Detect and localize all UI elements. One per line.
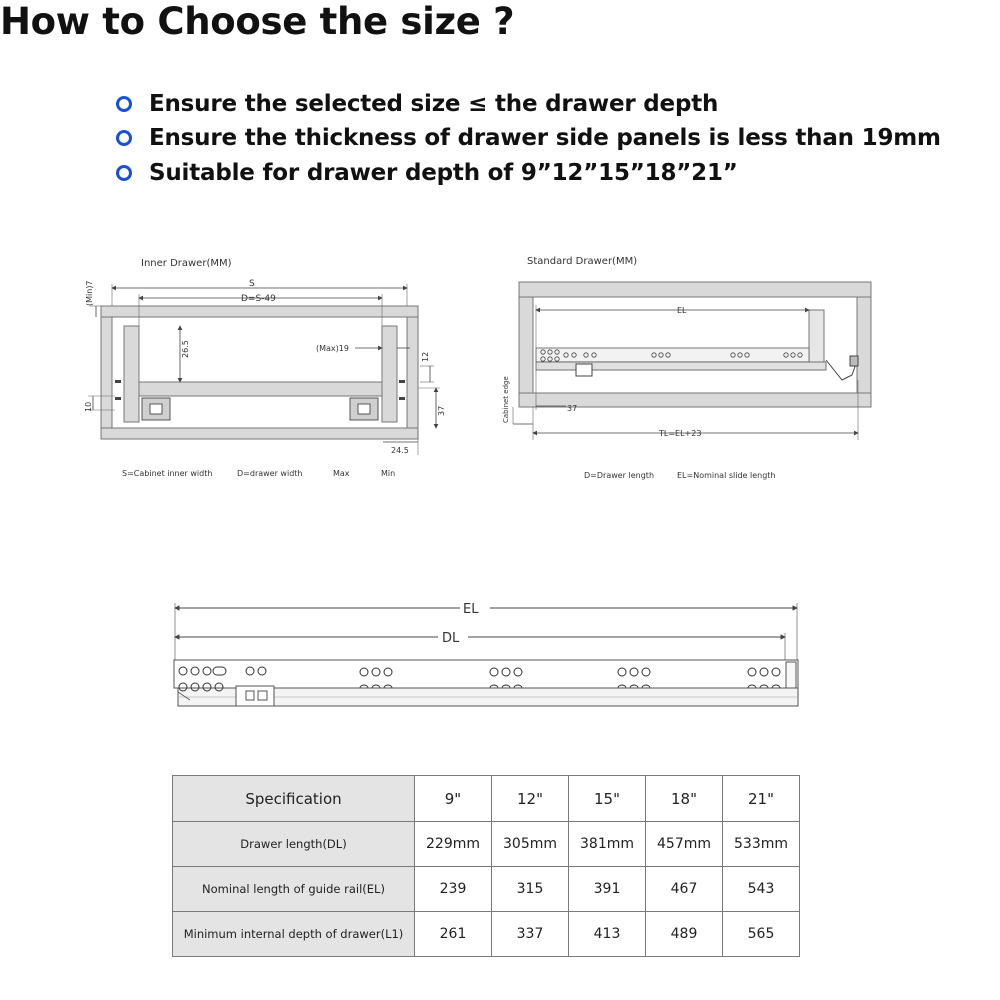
drawer-right-side (382, 326, 397, 422)
table-header-cell: 15" (569, 776, 646, 822)
table-cell: 543 (723, 867, 800, 912)
bullet-text: Ensure the thickness of drawer side panels is less than 19mm (149, 125, 941, 151)
bullet-text: Suitable for drawer depth of 9”12”15”18”21” (149, 160, 738, 186)
cabinet-top (519, 282, 871, 297)
cabinet-back (519, 297, 533, 393)
cabinet-top-panel (101, 306, 418, 317)
bullet-text: Ensure the selected size ≤ the drawer depth (149, 91, 719, 117)
dim-label-10: 10 (84, 401, 93, 412)
table-cell: 457mm (646, 822, 723, 867)
left-slide-clip (150, 404, 162, 414)
table-header-cell: 18" (646, 776, 723, 822)
cabinet-left-panel (101, 317, 112, 428)
row-label: Drawer length(DL) (173, 822, 415, 867)
table-cell: 381mm (569, 822, 646, 867)
table-cell: 315 (492, 867, 569, 912)
legend-d: D=drawer width (237, 469, 303, 478)
table-row (173, 867, 800, 912)
legend-min: Min (381, 469, 396, 478)
dim-label-tl: TL=EL+23 (659, 429, 702, 438)
row-label: Minimum internal depth of drawer(L1) (173, 912, 415, 957)
dim-label-d: D=S-49 (241, 294, 276, 304)
cabinet-side (857, 297, 871, 393)
slide-rail-upper (174, 660, 798, 688)
drawer-left-side (124, 326, 139, 422)
dim-label-el: EL (677, 306, 687, 315)
table-cell: 391 (569, 867, 646, 912)
dim-label-37: 37 (437, 405, 446, 416)
row-label: Nominal length of guide rail(EL) (173, 867, 415, 912)
dim-label-min7: (Min)7 (85, 280, 94, 306)
slide-rail-side-view (536, 348, 809, 362)
table-header-row (173, 776, 800, 822)
rail-release-clip (576, 364, 592, 376)
front-bracket-screw (850, 356, 858, 366)
inner-drawer-heading: Inner Drawer(MM) (141, 258, 232, 269)
dim-label-26-5: 26.5 (181, 340, 190, 358)
table-cell: 565 (723, 912, 800, 957)
dim-label-max19: (Max)19 (316, 344, 349, 353)
legend-max: Max (333, 469, 350, 478)
table-cell: 489 (646, 912, 723, 957)
table-cell: 533mm (723, 822, 800, 867)
slide-rail-end-stop (786, 662, 796, 688)
drawer-front (809, 310, 824, 365)
dim-label-12: 12 (421, 351, 430, 362)
table-cell: 261 (415, 912, 492, 957)
cabinet-edge-label: Cabinet edge (502, 376, 510, 423)
drawer-bottom (139, 382, 382, 396)
standard-drawer-diagram (502, 256, 871, 480)
table-cell: 305mm (492, 822, 569, 867)
dim-label-37: 37 (567, 404, 578, 413)
cabinet-right-panel (407, 317, 418, 428)
table-header-cell: 9" (415, 776, 492, 822)
right-slide-clip (358, 404, 370, 414)
slide-dim-label-dl: DL (442, 631, 460, 646)
table-cell: 467 (646, 867, 723, 912)
slide-rail-release-lever (236, 686, 274, 706)
standard-drawer-heading: Standard Drawer(MM) (527, 256, 638, 267)
table-row (173, 912, 800, 957)
legend-s: S=Cabinet inner width (122, 469, 213, 478)
cabinet-bottom-panel (101, 428, 418, 439)
legend-nominal-slide: EL=Nominal slide length (677, 471, 776, 480)
table-cell: 413 (569, 912, 646, 957)
table-header-cell: Specification (173, 776, 415, 822)
specification-table (172, 775, 800, 957)
legend-drawer-length: D=Drawer length (584, 471, 655, 480)
table-cell: 239 (415, 867, 492, 912)
table-header-cell: 12" (492, 776, 569, 822)
table-cell: 229mm (415, 822, 492, 867)
inner-drawer-diagram (84, 258, 446, 478)
dim-label-24-5: 24.5 (391, 446, 409, 455)
page-title: How to Choose the size ? (0, 0, 515, 43)
slide-dim-label-el: EL (463, 602, 479, 617)
table-cell: 337 (492, 912, 569, 957)
dim-label-s: S (249, 279, 255, 289)
slide-dimension-diagram (174, 598, 798, 706)
table-row (173, 822, 800, 867)
table-header-cell: 21" (723, 776, 800, 822)
